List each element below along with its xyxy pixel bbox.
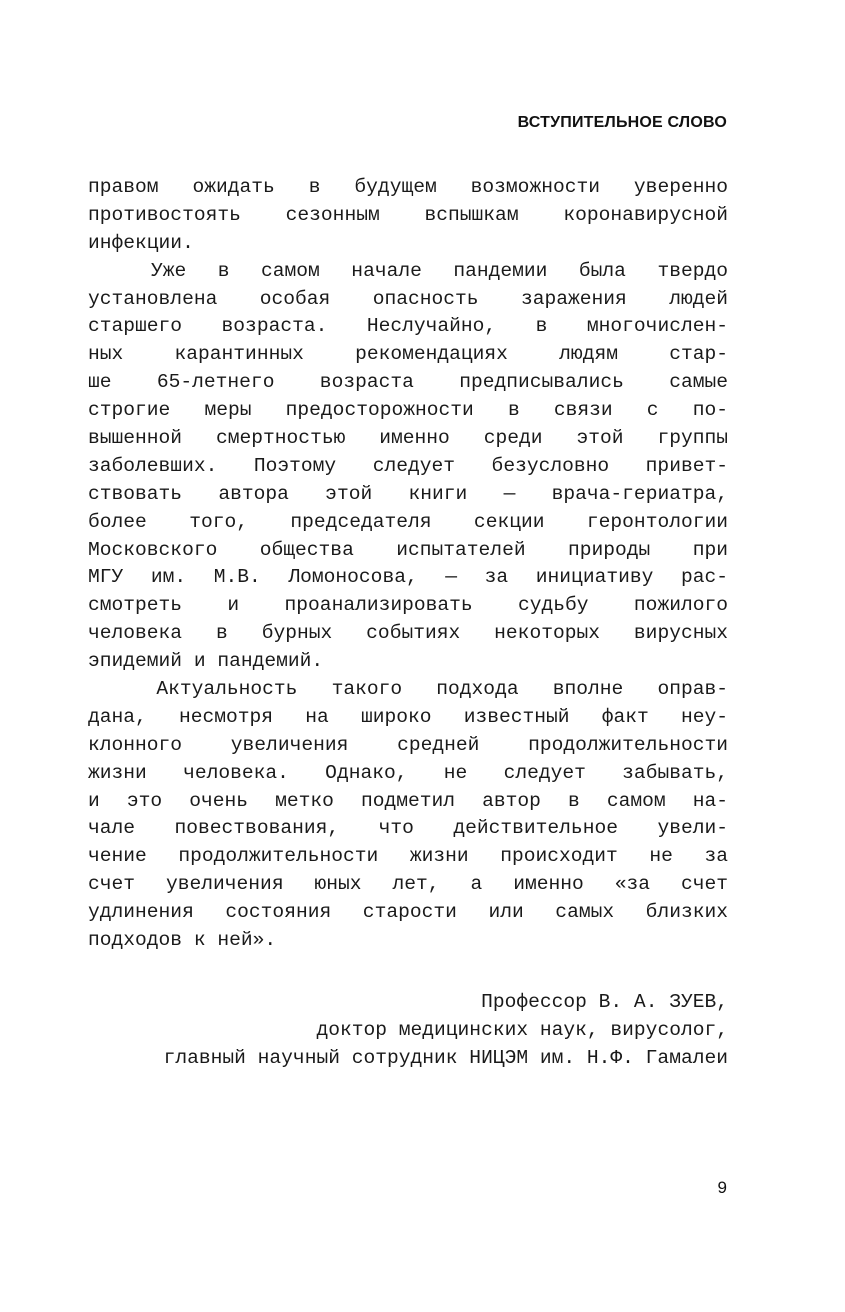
signature-position: главный научный сотрудник НИЦЭМ им. Н.Ф. Гамалеи [163, 1047, 728, 1069]
text-line: правом ожидать в будущем возможности уверенно [88, 176, 728, 198]
page-number: 9 [717, 1178, 727, 1197]
signature-name: Профессор В. А. ЗУЕВ, [481, 991, 728, 1013]
text-line: чале повествования, что действительное увели- [88, 817, 728, 840]
text-line: подходов к ней». [88, 929, 277, 952]
text-line: ных карантинных рекомендациях людям стар- [88, 343, 728, 366]
text-line: инфекции. [88, 231, 194, 254]
text-line: и это очень метко подметил автор в самом на- [88, 789, 728, 812]
text-line: ше 65-летнего возраста предписывались самые [88, 371, 728, 394]
text-line: заболевших. Поэтому следует безусловно привет- [88, 454, 728, 477]
text-line: эпидемий и пандемий. [88, 650, 324, 673]
running-title: ВСТУПИТЕЛЬНОЕ СЛОВО [517, 114, 727, 131]
text-line: МГУ им. М.В. Ломоносова, — за инициативу рас- [88, 566, 728, 589]
signature-block [88, 988, 728, 1072]
text-line: строгие меры предосторожности в связи с по- [88, 399, 728, 422]
text-line: старшего возраста. Неслучайно, в многочислен- [88, 315, 728, 338]
text-line: ствовать автора этой книги — врача-гериатра, [88, 482, 728, 505]
text-line: чение продолжительности жизни происходит не за [88, 845, 728, 868]
text-line: счет увеличения юных лет, а именно «за счет [88, 873, 728, 896]
text-line: более того, председателя секции геронтологии [88, 510, 728, 533]
text-line: смотреть и проанализировать судьбу пожилого [88, 594, 728, 617]
text-line: установлена особая опасность заражения людей [88, 287, 728, 310]
signature-degree: доктор медицинских наук, вирусолог, [316, 1019, 728, 1041]
text-line: удлинения состояния старости или самых близких [88, 901, 728, 924]
text-line: человека в бурных событиях некоторых вирусных [88, 622, 728, 645]
text-line: противостоять сезонным вспышкам коронавирусной [88, 203, 728, 226]
text-line: клонного увеличения средней продолжительности [88, 733, 728, 756]
text-line: жизни человека. Однако, не следует забывать, [88, 761, 728, 784]
text-line: Актуальность такого подхода вполне оправ- [88, 678, 728, 701]
text-line: Уже в самом начале пандемии была твердо [88, 259, 728, 282]
text-line: вышенной смертностью именно среди этой группы [88, 427, 728, 450]
body-text [88, 174, 728, 955]
text-line: Московского общества испытателей природы при [88, 538, 728, 561]
text-line: дана, несмотря на широко известный факт неу- [88, 705, 728, 728]
